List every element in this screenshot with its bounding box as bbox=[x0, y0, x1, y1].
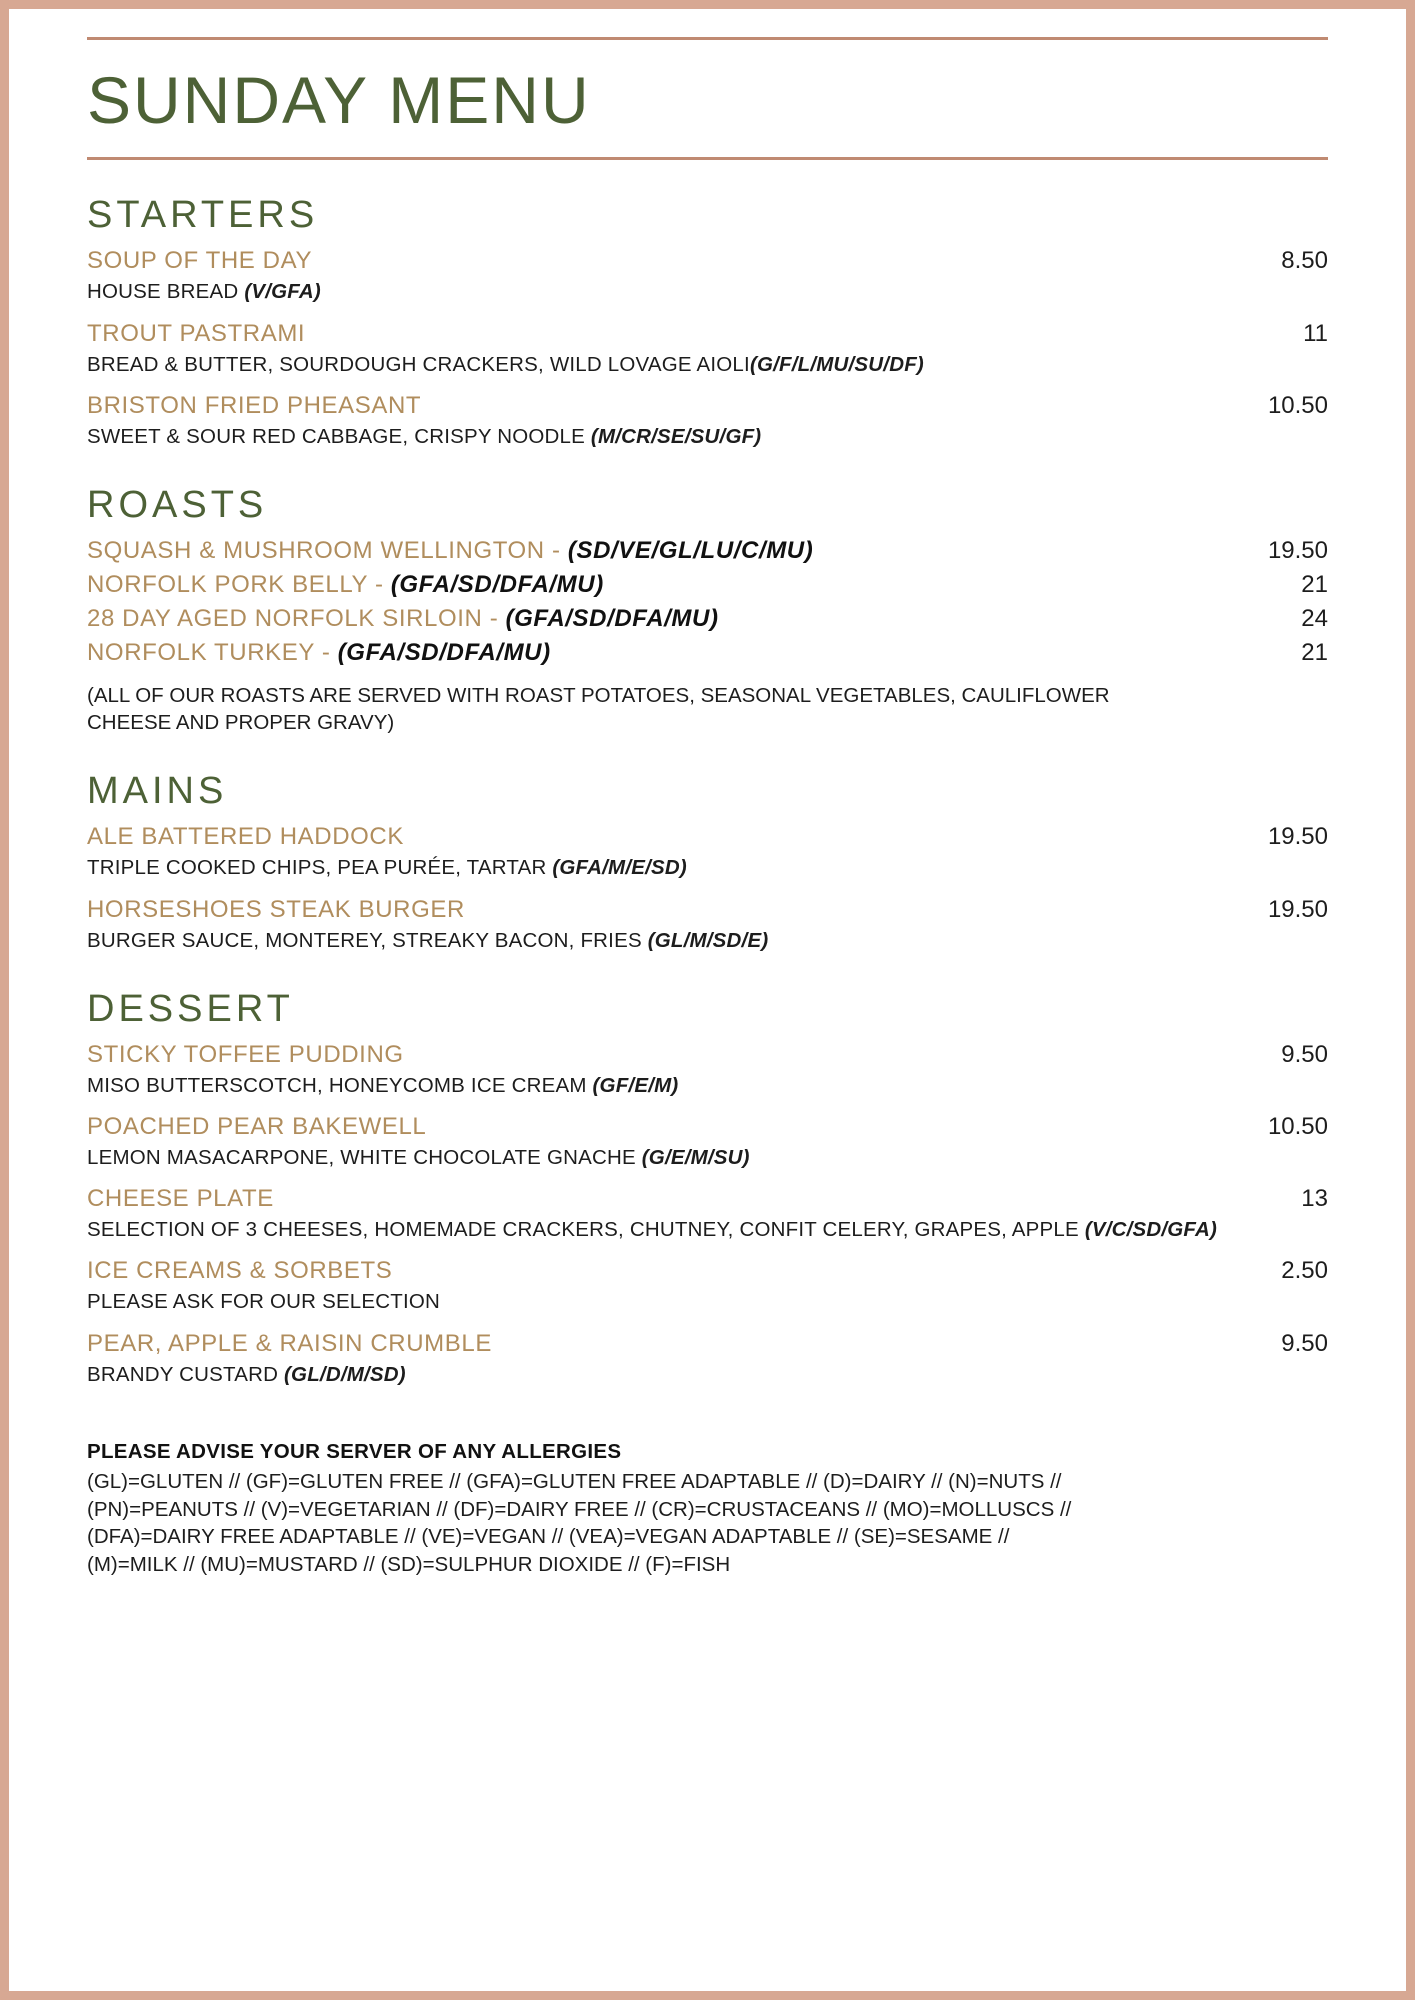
menu-item bbox=[87, 571, 1328, 599]
menu-item-row bbox=[87, 320, 1328, 348]
title-divider bbox=[87, 157, 1328, 160]
menu-item-description bbox=[87, 1362, 1328, 1388]
menu-item bbox=[87, 1330, 1328, 1388]
menu-item-allergens: (GFA/SD/DFA/MU) bbox=[505, 605, 719, 632]
menu-item-price: 2.50 bbox=[1281, 1257, 1328, 1285]
menu-item-description bbox=[87, 928, 1328, 954]
top-divider bbox=[87, 37, 1328, 40]
menu-item-name-text: SQUASH & MUSHROOM WELLINGTON - bbox=[87, 537, 568, 564]
menu-item-name: CHEESE PLATE bbox=[87, 1185, 274, 1213]
menu-item-name bbox=[87, 537, 813, 565]
menu-item-row bbox=[87, 639, 1328, 667]
menu-item-row bbox=[87, 247, 1328, 275]
menu-item-allergens: (GFA/SD/DFA/MU) bbox=[337, 639, 551, 666]
allergy-notice bbox=[87, 1440, 1328, 1579]
menu-item-description bbox=[87, 424, 1328, 450]
menu-item-description bbox=[87, 1073, 1328, 1099]
menu-item bbox=[87, 1185, 1328, 1243]
menu-item-price: 9.50 bbox=[1281, 1040, 1328, 1068]
section-title-roasts: ROASTS bbox=[87, 484, 268, 526]
menu-item-row bbox=[87, 537, 1328, 565]
menu-content bbox=[9, 9, 1406, 1599]
menu-item-description bbox=[87, 1289, 1328, 1315]
section-dessert bbox=[87, 988, 1328, 1388]
section-title-starters: STARTERS bbox=[87, 194, 319, 237]
menu-item bbox=[87, 896, 1328, 954]
menu-item-row bbox=[87, 1041, 1328, 1069]
menu-item-description-text: LEMON MASACARPONE, WHITE CHOCOLATE GNACHE bbox=[87, 1145, 642, 1169]
roasts-note: (ALL OF OUR ROASTS ARE SERVED WITH ROAST POTATOES, SEASONAL VEGETABLES, CAULIFLOWER CHEESE AND PROPER GRAVY) bbox=[87, 684, 1110, 734]
menu-item-description bbox=[87, 1145, 1328, 1171]
menu-item-name: PEAR, APPLE & RAISIN CRUMBLE bbox=[87, 1329, 492, 1357]
section-starters bbox=[87, 194, 1328, 450]
menu-item-description-text: BURGER SAUCE, MONTEREY, STREAKY BACON, FRIES bbox=[87, 928, 648, 952]
section-roasts bbox=[87, 484, 1328, 736]
menu-item-allergens: (GL/D/M/SD) bbox=[284, 1362, 406, 1386]
section-title-dessert: DESSERT bbox=[87, 987, 294, 1030]
menu-item-description bbox=[87, 1217, 1328, 1243]
menu-item-price: 21 bbox=[1301, 639, 1328, 666]
menu-item bbox=[87, 247, 1328, 305]
menu-item-name-text: 28 DAY AGED NORFOLK SIRLOIN - bbox=[87, 605, 506, 632]
menu-item-price: 21 bbox=[1301, 571, 1328, 598]
allergy-key-line: (M)=MILK // (MU)=MUSTARD // (SD)=SULPHUR DIOXIDE // (F)=FISH bbox=[87, 1552, 731, 1576]
menu-item-name-text: NORFOLK PORK BELLY - bbox=[87, 571, 391, 598]
menu-item-price: 11 bbox=[1303, 319, 1328, 347]
section-title-mains: MAINS bbox=[87, 770, 228, 813]
menu-item-name: TROUT PASTRAMI bbox=[87, 319, 306, 347]
menu-item-name: ICE CREAMS & SORBETS bbox=[87, 1257, 393, 1285]
menu-item-description-text: PLEASE ASK FOR OUR SELECTION bbox=[87, 1290, 441, 1314]
menu-item-row bbox=[87, 823, 1328, 851]
menu-item-row bbox=[87, 571, 1328, 599]
menu-item bbox=[87, 823, 1328, 881]
menu-item-description-text: TRIPLE COOKED CHIPS, PEA PURÉE, TARTAR bbox=[87, 856, 553, 880]
menu-item-allergens: (V/GFA) bbox=[244, 280, 321, 304]
menu-item-description-text: BREAD & BUTTER, SOURDOUGH CRACKERS, WILD LOVAGE AIOLI bbox=[87, 352, 750, 376]
menu-item-allergens: (GFA/M/E/SD) bbox=[552, 856, 687, 880]
menu-item-description-text: BRANDY CUSTARD bbox=[87, 1362, 285, 1386]
menu-item-price: 13 bbox=[1301, 1185, 1328, 1213]
menu-item-name: STICKY TOFFEE PUDDING bbox=[87, 1040, 404, 1068]
allergy-heading: PLEASE ADVISE YOUR SERVER OF ANY ALLERGIES bbox=[87, 1439, 622, 1463]
menu-item-price: 10.50 bbox=[1267, 391, 1328, 419]
menu-item-name: SOUP OF THE DAY bbox=[87, 247, 313, 275]
menu-item-description bbox=[87, 352, 1328, 378]
menu-item-name: HORSESHOES STEAK BURGER bbox=[87, 895, 465, 923]
menu-item-allergens: (M/CR/SE/SU/GF) bbox=[590, 424, 762, 448]
menu-item bbox=[87, 1113, 1328, 1171]
menu-item-name-text: NORFOLK TURKEY - bbox=[87, 639, 338, 666]
menu-item-description bbox=[87, 855, 1328, 881]
allergy-key bbox=[87, 1468, 1297, 1579]
menu-item-row bbox=[87, 1185, 1328, 1213]
menu-item-name bbox=[87, 605, 719, 633]
menu-item-row bbox=[87, 1257, 1328, 1285]
menu-item-name bbox=[87, 639, 551, 667]
allergy-key-line: (GL)=GLUTEN // (GF)=GLUTEN FREE // (GFA)=GLUTEN FREE ADAPTABLE // (D)=DAIRY // (N)=NUTS // bbox=[87, 1469, 1062, 1493]
menu-item bbox=[87, 320, 1328, 378]
menu-item-name: POACHED PEAR BAKEWELL bbox=[87, 1112, 427, 1140]
menu-item-price: 24 bbox=[1301, 605, 1328, 632]
menu-item-name: BRISTON FRIED PHEASANT bbox=[87, 391, 422, 419]
menu-item-allergens: (G/E/M/SU) bbox=[641, 1145, 750, 1169]
menu-item-allergens: (GL/M/SD/E) bbox=[647, 928, 769, 952]
menu-item-row bbox=[87, 1330, 1328, 1358]
menu-item-price: 9.50 bbox=[1281, 1329, 1328, 1357]
menu-item bbox=[87, 1041, 1328, 1099]
menu-item bbox=[87, 1257, 1328, 1315]
menu-item-price: 19.50 bbox=[1267, 537, 1328, 564]
allergy-key-line: (DFA)=DAIRY FREE ADAPTABLE // (VE)=VEGAN // (VEA)=VEGAN ADAPTABLE // (SE)=SESAME // bbox=[87, 1525, 1010, 1549]
menu-item bbox=[87, 537, 1328, 565]
menu-item-allergens: (GFA/SD/DFA/MU) bbox=[390, 571, 604, 598]
menu-item-allergens: (V/C/SD/GFA) bbox=[1084, 1218, 1218, 1242]
menu-item-description-text: SWEET & SOUR RED CABBAGE, CRISPY NOODLE bbox=[87, 424, 591, 448]
menu-item-row bbox=[87, 896, 1328, 924]
menu-item-description-text: MISO BUTTERSCOTCH, HONEYCOMB ICE CREAM bbox=[87, 1073, 593, 1097]
menu-item-row bbox=[87, 605, 1328, 633]
menu-item-description-text: HOUSE BREAD bbox=[87, 280, 245, 304]
allergy-key-line: (PN)=PEANUTS // (V)=VEGETARIAN // (DF)=DAIRY FREE // (CR)=CRUSTACEANS // (MO)=MOLLUSCS // bbox=[87, 1497, 1072, 1521]
menu-item-allergens: (SD/VE/GL/LU/C/MU) bbox=[567, 537, 814, 564]
menu-item-allergens: (G/F/L/MU/SU/DF) bbox=[749, 352, 924, 376]
menu-item-price: 8.50 bbox=[1281, 247, 1328, 275]
menu-item-row bbox=[87, 392, 1328, 420]
menu-item bbox=[87, 392, 1328, 450]
menu-item-row bbox=[87, 1113, 1328, 1141]
page-title: SUNDAY MENU bbox=[87, 63, 591, 137]
menu-item-price: 19.50 bbox=[1267, 895, 1328, 923]
menu-item-price: 10.50 bbox=[1267, 1112, 1328, 1140]
menu-item-description bbox=[87, 279, 1328, 305]
menu-item-description-text: SELECTION OF 3 CHEESES, HOMEMADE CRACKERS, CHUTNEY, CONFIT CELERY, GRAPES, APPLE bbox=[87, 1218, 1085, 1242]
menu-item-allergens: (GF/E/M) bbox=[592, 1073, 679, 1097]
section-mains bbox=[87, 770, 1328, 953]
menu-item bbox=[87, 605, 1328, 633]
menu-item bbox=[87, 639, 1328, 667]
menu-item-name: ALE BATTERED HADDOCK bbox=[87, 823, 404, 851]
menu-item-price: 19.50 bbox=[1267, 823, 1328, 851]
menu-item-name bbox=[87, 571, 604, 599]
